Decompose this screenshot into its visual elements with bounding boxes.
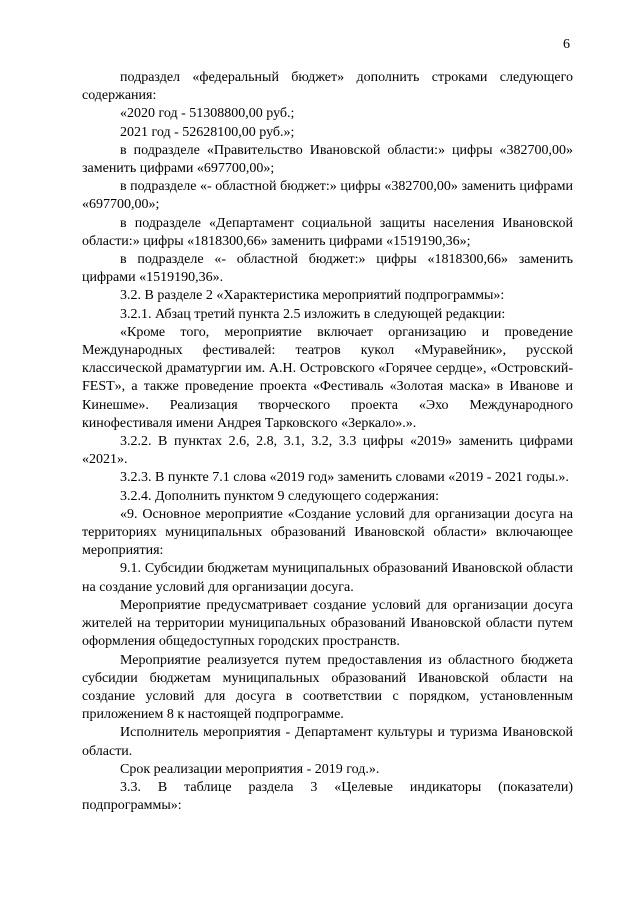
paragraph-15: 9.1. Субсидии бюджетам муниципальных образований Ивановской области на создание условий для организации досуга. <box>82 561 573 595</box>
paragraph-1: подраздел «федеральный бюджет» дополнить строками следующего содержания: <box>82 70 573 104</box>
paragraph-3: 2021 год - 52628100,00 руб.»; <box>120 124 295 140</box>
paragraph-18: Исполнитель мероприятия - Департамент культуры и туризма Ивановской области. <box>82 725 573 759</box>
paragraph-8: 3.2. В разделе 2 «Характеристика мероприятий подпрограммы»: <box>120 288 505 304</box>
paragraph-5: в подразделе «- областной бюджет:» цифры «382700,00» заменить цифрами «697700,00»; <box>82 179 573 213</box>
paragraph-2: «2020 год - 51308800,00 руб.; <box>120 106 295 122</box>
paragraph-14: «9. Основное мероприятие «Создание условий для организации досуга на территориях муниципальных образований Ивановской области» включающее мероприятия: <box>82 506 573 559</box>
paragraph-20: 3.3. В таблице раздела 3 «Целевые индикаторы (показатели) подпрограммы»: <box>82 779 573 814</box>
paragraph-19: Срок реализации мероприятия - 2019 год.». <box>120 761 380 777</box>
paragraph-6: в подразделе «Департамент социальной защиты населения Ивановской области:» цифры «1818300,66» заменить цифрами «1519190,36»; <box>82 215 573 249</box>
paragraph-10: «Кроме того, мероприятие включает организацию и проведение Международных фестивалей: театров кукол «Муравейник», русской классической драматургии им. А.Н. Островского «Горячее сердце», «Островский-FEST», а также проведение проекта «Фестиваль «Золотая маска» в Иванове и Кинешме». Реализация творческого проекта «Эхо Международного кинофестиваля имени Андрея Тарковского «Зеркало».». <box>82 324 573 431</box>
paragraph-13: 3.2.4. Дополнить пунктом 9 следующего содержания: <box>120 488 440 504</box>
paragraph-17: Мероприятие реализуется путем предоставления из областного бюджета субсидии бюджетам муниципальных образований Ивановской области на создание условий для досуга в соответствии с порядком, установленным приложением 8 к настоящей подпрограмме. <box>82 652 573 723</box>
paragraph-16: Мероприятие предусматривает создание условий для организации досуга жителей на территории муниципальных образований Ивановской области путем оформления общедоступных городских пространств. <box>82 597 573 650</box>
paragraph-11: 3.2.2. В пунктах 2.6, 2.8, 3.1, 3.2, 3.3 цифры «2019» заменить цифрами «2021». <box>82 434 573 468</box>
paragraph-7: в подразделе «- областной бюджет:» цифры «1818300,66» заменить цифрами «1519190,36». <box>82 252 573 286</box>
document-body <box>82 69 573 815</box>
paragraph-12: 3.2.3. В пункте 7.1 слова «2019 год» заменить словами «2019 - 2021 годы.». <box>120 470 569 486</box>
page-number: 6 <box>563 37 570 52</box>
paragraph-9: 3.2.1. Абзац третий пункта 2.5 изложить в следующей редакции: <box>120 306 506 322</box>
paragraph-4: в подразделе «Правительство Ивановской области:» цифры «382700,00» заменить цифрами «697700,00»; <box>82 142 573 177</box>
